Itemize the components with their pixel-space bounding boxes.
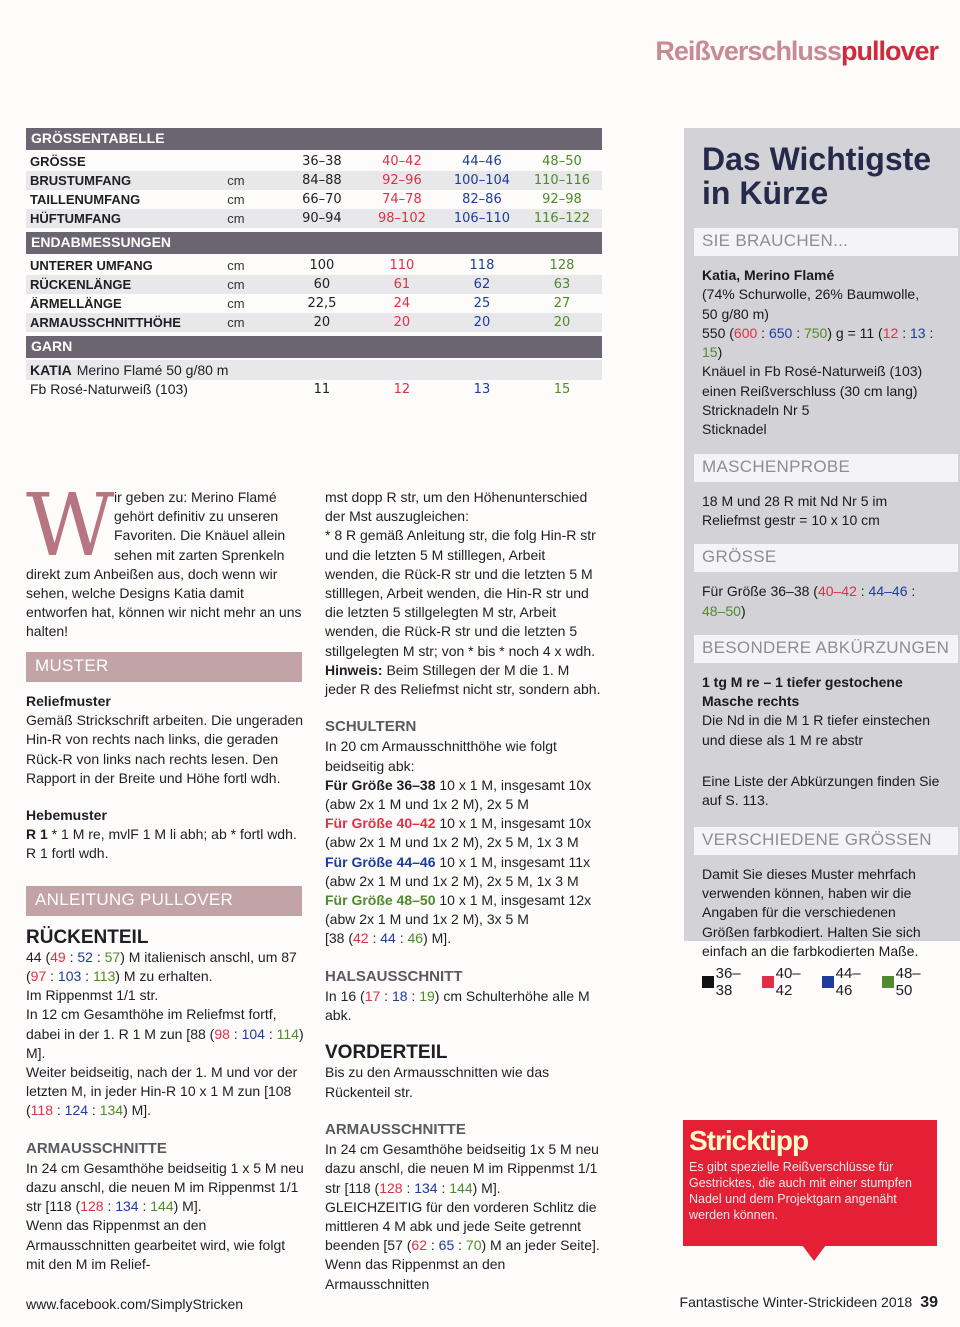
table-cell: 44–46 (462, 154, 502, 169)
row-label: BRUSTUMFANG (30, 173, 132, 188)
back-piece-relief: In 12 cm Gesamthöhe im Reliefmst fortf, dabei in der 1. R 1 M zun [88 (98 : 104 : 114) M]. (26, 1006, 304, 1061)
slip-pattern-title: Hebemuster (26, 807, 107, 824)
table-cell: 22,5 (307, 296, 337, 311)
row-label: ARMAUSSCHNITTHÖHE (30, 315, 181, 330)
table-row (26, 209, 602, 228)
page-number: 39 (920, 1294, 938, 1311)
summary-title: Das Wichtigste in Kürze (702, 141, 932, 211)
shoulders-size1: Für Größe 36–38 10 x 1 M, insgesamt 10x (abw 2x 1 M und 1x 2 M), 2x 5 M (325, 776, 592, 813)
materials-text: Katia, Merino Flamé (74% Schurwolle, 26% Baumwolle, 50 g/80 m) 550 (600 : 650 : 750) g = 11 (12 : 13 : 15) Knäuel in Fb Rosé-Naturweiß (103) einen Reißverschluss (30 cm lang) Stricknadeln Nr 5 Sticknadel (702, 267, 934, 438)
legend-swatch (882, 976, 894, 988)
table-row (26, 313, 602, 332)
row-label: HÜFTUMFANG (30, 211, 121, 226)
table-cell: 100–104 (453, 173, 511, 188)
shoulders-size3: Für Größe 44–46 10 x 1 M, insgesamt 11x (abw 2x 1 M und 1x 2 M), 2x 5 M, 1x 3 M (325, 853, 591, 889)
relief-pattern-text: Gemäß Strickschrift arbeiten. Die ungeraden Hin-R von rechts nach links, die geraden Rück-R von links nach rechts lesen. Den Rapport in der Breite und Höhe fortl wdh. (26, 712, 304, 786)
pattern-header: MUSTER (26, 652, 302, 682)
legend-swatch (762, 976, 774, 988)
instructions-header: ANLEITUNG PULLOVER (26, 886, 302, 916)
row-label: UNTERER UMFANG (30, 258, 153, 273)
table-cell: 92–96 (382, 173, 422, 188)
row-unit: cm (227, 258, 245, 273)
shoulders-result: [38 (42 : 44 : 46) M]. (325, 930, 452, 947)
table-cell: 36–38 (302, 154, 342, 169)
table-cell: 61 (393, 277, 411, 292)
relief-pattern-title: Reliefmuster (26, 693, 111, 709)
tip-text: Es gibt spezielle Reißverschlüsse für Gestricktes, die auch mit einer stumpfen Nadel und dem Projektgarn angenäht werden können. (689, 1160, 913, 1222)
abbreviations-reference: Eine Liste der Abkürzungen finden Sie auf S. 113. (702, 773, 940, 809)
front-slit-text: GLEICHZEITIG für den vorderen Schlitz die mittleren 4 M abk und jede Seite getrennt beenden [57 (62 : 65 : 70) M an jeder Seite]. (325, 1198, 600, 1254)
row-label: TAILLENUMFANG (30, 192, 141, 207)
tip-title: Stricktipp (689, 1125, 809, 1156)
table-row (26, 275, 602, 294)
footer-url: www.facebook.com/SimplyStricken (26, 1296, 244, 1312)
legend-item: 40–42 (762, 965, 816, 999)
gauge-text: 18 M und 28 R mit Nd Nr 5 im Reliefmst gestr = 10 x 10 cm (702, 492, 888, 528)
table-cell: 128 (549, 258, 575, 273)
table-cell: 20 (553, 315, 571, 330)
legend-swatch (702, 976, 714, 988)
yarn-header: GARN (26, 336, 602, 358)
back-piece-cast-on: 44 (49 : 52 : 57) M italienisch anschl, um 87 (97 : 103 : 113) M zu erhalten. (26, 948, 297, 985)
neckline-text: In 16 (17 : 18 : 19) cm Schulterhöhe alle M abk. (325, 987, 590, 1024)
table-cell: 118 (469, 258, 495, 273)
table-cell: 62 (473, 277, 491, 292)
abbreviations-text: 1 tg M re – 1 tiefer gestochene Masche rechts Die Nd in die M 1 R tiefer einstechen und diese als 1 M re abstr (702, 673, 930, 748)
table-row (26, 152, 602, 171)
shoulders-intro: In 20 cm Armausschnitthöhe wie folgt beidseitig abk: (325, 738, 557, 774)
note-text: Hinweis: Beim Stillegen der M die 1. M jeder R des Reliefmst nicht str, sondern abh. (325, 661, 601, 698)
front-armholes-heading: ARMAUSSCHNITTE (325, 1120, 466, 1138)
size-header: GRÖSSE (694, 544, 958, 572)
legend-item: 48–50 (882, 965, 936, 999)
footer-magazine: Fantastische Winter-Strickideen 2018 39 (679, 1294, 938, 1311)
armholes-text-cont: Wenn das Rippenmst an den Armausschnitten gearbeitet wird, wie folgt mit den M im Relief- (26, 1217, 286, 1272)
table-cell: 106–110 (453, 211, 511, 226)
legend-item: 44–46 (822, 965, 876, 999)
legend-item: 36–38 (702, 965, 756, 999)
front-piece-text: Bis zu den Armausschnitten wie das Rückenteil str. (325, 1064, 550, 1100)
legend-swatch (822, 976, 834, 988)
short-rows-text: * 8 R gemäß Anleitung str, die folg Hin-R str und die letzten 5 M stilllegen, Arbeit wenden, die Rück-R str und die letzten 5 M stilllegen, Arbeit wenden, die Hin-R str und die letzten 5 stillgelegten M str, Arbeit wenden, die Rück-R str und die letzten 5 stillgelegten M str; von * bis * noch 4 x wdh. (325, 527, 596, 659)
row-label: ÄRMELLÄNGE (30, 296, 122, 311)
sizes-text: Damit Sie dieses Muster mehrfach verwenden können, haben wir die Angaben für die verschiedenen Größen farbkodiert. Halten Sie sich einfach an die farbkodierten Maße. (702, 865, 921, 959)
table-cell: 74–78 (382, 192, 422, 207)
shoulders-heading: SCHULTERN (325, 718, 417, 736)
intro-paragraph: W ir geben zu: Merino Flamé gehört definitiv zu unseren Favoriten. Die Knäuel allein sehen mit zarten Sprenkeln direkt zum Anbeißen aus, doch wenn wir sehen, welche Designs Katia damit entworfen hat, können wir nicht mehr an uns halten! (26, 476, 302, 640)
short-rows-intro: mst dopp R str, um den Höhenunterschied der Mst auszugleichen: (325, 489, 588, 525)
abbreviations-header: BESONDERE ABKÜRZUNGEN (694, 635, 958, 663)
table-cell: 40–42 (382, 154, 422, 169)
table-cell: 84–88 (302, 173, 342, 188)
slip-pattern-row1: R 1 * 1 M re, mvlF 1 M li abh; ab * fortl wdh. (26, 826, 297, 843)
speech-pointer-icon (802, 1245, 826, 1261)
row-unit: cm (227, 315, 245, 330)
back-piece-rib: Im Rippenmst 1/1 str. (26, 987, 159, 1004)
row-unit: cm (227, 296, 245, 311)
article-title: Reißverschlusspullover (655, 36, 938, 66)
row-unit: cm (227, 211, 245, 226)
neckline-heading: HALSAUSSCHNITT (325, 967, 463, 985)
table-cell: 20 (313, 315, 331, 330)
table-cell: 98–102 (378, 211, 426, 226)
table-cell: 27 (553, 296, 571, 311)
size-text: Für Größe 36–38 (40–42 : 44–46 : 48–50) (702, 583, 916, 619)
table-cell: 90–94 (302, 211, 342, 226)
size-table (26, 128, 602, 399)
row-unit: cm (227, 192, 245, 207)
row-label: RÜCKENLÄNGE (30, 277, 132, 292)
final-measurements-header: ENDABMESSUNGEN (26, 232, 602, 254)
row-label: GRÖSSE (30, 154, 86, 169)
shoulders-size2: Für Größe 40–42 10 x 1 M, insgesamt 10x (abw 2x 1 M und 1x 2 M), 2x 5 M, 1x 3 M (325, 815, 592, 851)
yarn-name-row: KATIA Merino Flamé 50 g/80 m (26, 360, 602, 380)
size-table-header: GRÖSSENTABELLE (26, 128, 602, 150)
sizes-header: VERSCHIEDENE GRÖSSEN (694, 827, 958, 855)
table-cell: 82–86 (462, 192, 502, 207)
slip-pattern-row2: R 1 fortl wdh. (26, 845, 109, 862)
front-piece-heading: VORDERTEIL (325, 1042, 448, 1064)
table-cell: 48–50 (542, 154, 582, 169)
column-left (26, 652, 306, 1274)
shoulders-size4: Für Größe 48–50 10 x 1 M, insgesamt 12x (abw 2x 1 M und 1x 2 M), 3x 5 M (325, 892, 592, 928)
armholes-heading: ARMAUSSCHNITTE (26, 1139, 167, 1157)
table-cell: 20 (473, 315, 491, 330)
yarn-amount-row: Fb Rosé-Naturweiß (103) 11 12 13 15 (30, 381, 571, 397)
table-row (26, 190, 602, 209)
table-cell: 66–70 (302, 192, 342, 207)
front-armholes-text: In 24 cm Gesamthöhe beidseitig 1x 5 M neu dazu anschl, die neuen M im Rippenmst 1/1 str [118 (128 : 134 : 144) M]. (325, 1141, 599, 1196)
front-armholes-cont: Wenn das Rippenmst an den Armausschnitten (325, 1256, 506, 1292)
back-piece-increase: Weiter beidseitig, nach der 1. M und vor der letzten M, in jeder Hin-R 10 x 1 M zun [108 (118 : 124 : 134) M]. (26, 1064, 298, 1119)
gauge-header: MASCHENPROBE (694, 454, 958, 482)
table-cell: 110–116 (533, 173, 591, 188)
column-middle (325, 488, 601, 1294)
table-cell: 60 (313, 277, 331, 292)
size-color-legend (702, 965, 942, 999)
table-cell: 25 (473, 296, 491, 311)
summary-box (684, 128, 960, 1000)
armholes-text: In 24 cm Gesamthöhe beidseitig 1 x 5 M neu dazu anschl, die neuen M im Rippenmst 1/1 str [118 (128 : 134 : 144) M]. (26, 1159, 304, 1215)
back-piece-heading: RÜCKENTEIL (26, 926, 149, 948)
table-cell: 100 (309, 258, 335, 273)
table-cell: 63 (553, 277, 571, 292)
row-unit: cm (227, 277, 245, 292)
table-cell: 116–122 (533, 211, 591, 226)
materials-header: SIE BRAUCHEN... (694, 228, 958, 256)
table-row (26, 171, 602, 190)
table-row (26, 256, 602, 275)
table-cell: 110 (389, 258, 415, 273)
table-cell: 92–98 (542, 192, 582, 207)
row-unit: cm (227, 173, 245, 188)
table-row (26, 294, 602, 313)
knitting-tip-box (683, 1120, 937, 1246)
table-cell: 20 (393, 315, 411, 330)
table-cell: 24 (393, 296, 411, 311)
drop-cap: W (26, 476, 115, 576)
